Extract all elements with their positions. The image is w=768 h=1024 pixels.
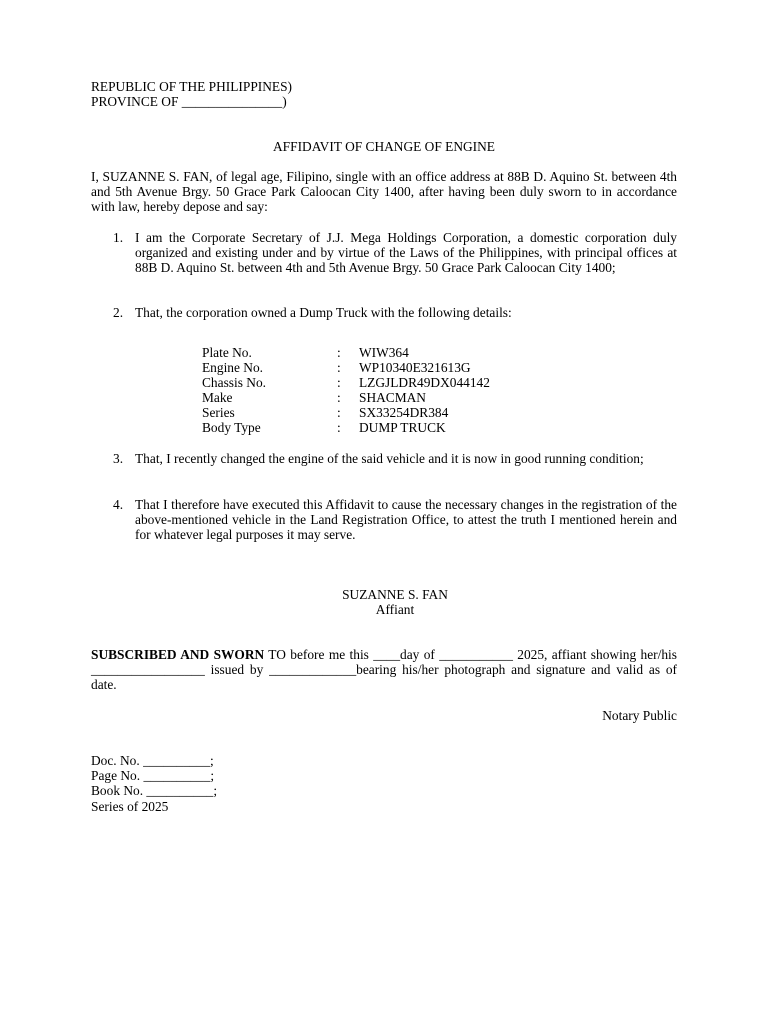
detail-row-plate <box>202 345 602 360</box>
affiant-signature-block <box>91 587 699 617</box>
header-province: PROVINCE OF _______________) <box>91 94 287 110</box>
notary-public-label: Notary Public <box>602 708 677 723</box>
detail-row-engine <box>202 360 602 375</box>
jurat-paragraph <box>91 647 677 693</box>
detail-value: SX33254DR384 <box>359 405 449 420</box>
vehicle-details <box>202 345 602 435</box>
detail-colon: : <box>337 420 341 435</box>
document-title: AFFIDAVIT OF CHANGE OF ENGINE <box>273 139 495 154</box>
list-text: That, I recently changed the engine of the said vehicle and it is now in good running condition; <box>135 451 644 466</box>
detail-value: LZGJLDR49DX044142 <box>359 375 490 390</box>
list-number: 4. <box>113 497 124 512</box>
detail-value: SHACMAN <box>359 390 426 405</box>
detail-value: DUMP TRUCK <box>359 420 446 435</box>
jurat-text: TO before me this ____day of ___________ 2025, affiant showing her/his _________________ issued by _____________bearing his/her photograph and signature and valid as of date. <box>91 647 677 693</box>
list-text: That I therefore have executed this Affidavit to cause the necessary changes in the registration of the above-mentioned vehicle in the Land Registration Office, to attest the truth I mentioned herein and for whatever legal purposes it may serve. <box>135 497 677 543</box>
list-text: That, the corporation owned a Dump Truck with the following details: <box>135 305 512 320</box>
detail-colon: : <box>337 375 341 390</box>
book-number: Book No. __________; <box>91 783 218 799</box>
jurisdiction-header <box>91 79 677 109</box>
detail-label: Chassis No. <box>202 375 266 390</box>
detail-value: WP10340E321613G <box>359 360 471 375</box>
detail-label: Body Type <box>202 420 261 435</box>
intro-paragraph: I, SUZANNE S. FAN, of legal age, Filipino, single with an office address at 88B D. Aquino St. between 4th and 5th Avenue Brgy. 50 Grace Park Caloocan City 1400, after having been duly sworn to in accordance with law, hereby depose and say: <box>91 169 677 215</box>
jurat-lead: SUBSCRIBED AND SWORN <box>91 647 265 662</box>
detail-row-series <box>202 405 602 420</box>
doc-number: Doc. No. __________; <box>91 753 214 768</box>
detail-colon: : <box>337 405 341 420</box>
list-text: I am the Corporate Secretary of J.J. Mega Holdings Corporation, a domestic corporation duly organized and existing under and by virtue of the Laws of the Philippines, with principal offices at 88B D. Aquino St. between 4th and 5th Avenue Brgy. 50 Grace Park Caloocan City 1400; <box>135 230 677 276</box>
detail-row-chassis <box>202 375 602 390</box>
header-republic: REPUBLIC OF THE PHILIPPINES) <box>91 79 293 94</box>
detail-colon: : <box>337 360 341 375</box>
list-number: 1. <box>113 230 124 245</box>
list-number: 3. <box>113 451 124 466</box>
notarial-docket <box>91 753 677 814</box>
detail-row-make <box>202 390 602 405</box>
detail-label: Make <box>202 390 233 405</box>
detail-colon: : <box>337 390 341 405</box>
detail-label: Series <box>202 405 235 420</box>
detail-value: WIW364 <box>359 345 409 360</box>
series-year: Series of 2025 <box>91 798 169 814</box>
page-number: Page No. __________; <box>91 768 215 784</box>
detail-label: Plate No. <box>202 345 252 360</box>
detail-colon: : <box>337 345 341 360</box>
affiant-role: Affiant <box>375 602 415 618</box>
detail-row-body-type <box>202 420 602 435</box>
list-number: 2. <box>113 305 124 320</box>
detail-label: Engine No. <box>202 360 263 375</box>
affiant-name: SUZANNE S. FAN <box>342 587 448 602</box>
